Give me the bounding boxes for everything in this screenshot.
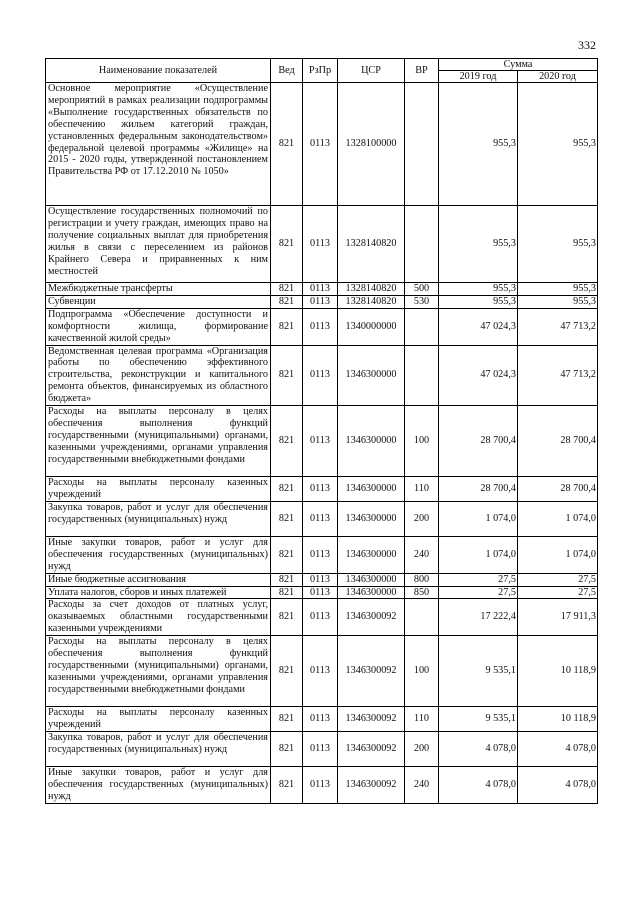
row-ved: 821 bbox=[271, 206, 303, 283]
row-vr: 500 bbox=[405, 283, 439, 296]
page-number: 332 bbox=[578, 38, 596, 52]
row-ved: 821 bbox=[271, 766, 303, 803]
table-row bbox=[46, 406, 598, 477]
row-vr bbox=[405, 83, 439, 206]
row-name: Основное мероприятие «Осуществление мероприятий в рамках реализации подпрограммы «Выполнение государственных обязательств по обеспечению жильем категорий граждан, установленных федеральным законодательством» федеральной целевой программы «Жилище» на 2015 - 2020 годы, утвержденной постановлением Правительства РФ от 17.12.2010 № 1050» bbox=[46, 83, 271, 206]
row-csr: 1346300000 bbox=[338, 536, 405, 573]
row-vr bbox=[405, 345, 439, 406]
row-ved: 821 bbox=[271, 636, 303, 707]
row-ved: 821 bbox=[271, 731, 303, 766]
row-csr: 1346300092 bbox=[338, 707, 405, 732]
row-ved: 821 bbox=[271, 83, 303, 206]
table-row bbox=[46, 586, 598, 599]
row-name: Расходы на выплаты персоналу казенных учреждений bbox=[46, 477, 271, 502]
row-rzpr: 0113 bbox=[303, 766, 338, 803]
row-2019: 9 535,1 bbox=[439, 636, 518, 707]
row-2019: 955,3 bbox=[439, 206, 518, 283]
header-2019: 2019 год bbox=[439, 71, 518, 83]
table-row bbox=[46, 83, 598, 206]
row-vr: 530 bbox=[405, 295, 439, 308]
row-ved: 821 bbox=[271, 586, 303, 599]
row-vr: 240 bbox=[405, 766, 439, 803]
header-vr: ВР bbox=[405, 59, 439, 83]
row-name: Расходы на выплаты персоналу казенных учреждений bbox=[46, 707, 271, 732]
row-csr: 1328140820 bbox=[338, 206, 405, 283]
row-2020: 28 700,4 bbox=[518, 406, 598, 477]
row-ved: 821 bbox=[271, 501, 303, 536]
row-2020: 955,3 bbox=[518, 283, 598, 296]
table-row bbox=[46, 283, 598, 296]
row-ved: 821 bbox=[271, 283, 303, 296]
row-rzpr: 0113 bbox=[303, 477, 338, 502]
row-2020: 47 713,2 bbox=[518, 308, 598, 345]
table-body bbox=[46, 83, 598, 804]
table-row bbox=[46, 636, 598, 707]
row-2019: 28 700,4 bbox=[439, 477, 518, 502]
row-name: Подпрограмма «Обеспечение доступности и комфортности жилища, формирование качественной жилой среды» bbox=[46, 308, 271, 345]
table-row bbox=[46, 206, 598, 283]
row-2019: 9 535,1 bbox=[439, 707, 518, 732]
row-csr: 1346300000 bbox=[338, 586, 405, 599]
budget-table bbox=[45, 58, 598, 804]
row-ved: 821 bbox=[271, 707, 303, 732]
row-rzpr: 0113 bbox=[303, 536, 338, 573]
row-csr: 1340000000 bbox=[338, 308, 405, 345]
row-2020: 4 078,0 bbox=[518, 766, 598, 803]
row-2020: 955,3 bbox=[518, 206, 598, 283]
row-name: Иные закупки товаров, работ и услуг для обеспечения государственных (муниципальных) нужд bbox=[46, 536, 271, 573]
row-vr: 100 bbox=[405, 406, 439, 477]
table-row bbox=[46, 295, 598, 308]
row-rzpr: 0113 bbox=[303, 707, 338, 732]
row-2019: 4 078,0 bbox=[439, 731, 518, 766]
row-rzpr: 0113 bbox=[303, 731, 338, 766]
row-2019: 1 074,0 bbox=[439, 536, 518, 573]
row-vr bbox=[405, 308, 439, 345]
header-2020: 2020 год bbox=[518, 71, 598, 83]
header-name: Наименование показателей bbox=[46, 59, 271, 83]
row-rzpr: 0113 bbox=[303, 636, 338, 707]
row-2019: 4 078,0 bbox=[439, 766, 518, 803]
row-ved: 821 bbox=[271, 345, 303, 406]
row-2019: 17 222,4 bbox=[439, 599, 518, 636]
row-name: Межбюджетные трансферты bbox=[46, 283, 271, 296]
row-rzpr: 0113 bbox=[303, 83, 338, 206]
row-rzpr: 0113 bbox=[303, 345, 338, 406]
table-row bbox=[46, 766, 598, 803]
row-vr: 200 bbox=[405, 501, 439, 536]
row-vr bbox=[405, 599, 439, 636]
row-csr: 1346300000 bbox=[338, 406, 405, 477]
row-rzpr: 0113 bbox=[303, 573, 338, 586]
row-2019: 955,3 bbox=[439, 83, 518, 206]
row-rzpr: 0113 bbox=[303, 586, 338, 599]
row-csr: 1346300000 bbox=[338, 345, 405, 406]
row-csr: 1346300092 bbox=[338, 766, 405, 803]
table-row bbox=[46, 345, 598, 406]
row-2019: 27,5 bbox=[439, 573, 518, 586]
row-csr: 1346300092 bbox=[338, 731, 405, 766]
row-name: Осуществление государственных полномочий по регистрации и учету граждан, имеющих право на получение социальных выплат для приобретения жилья в связи с переселением из районов Крайнего Севера и приравненных к ним местностей bbox=[46, 206, 271, 283]
row-ved: 821 bbox=[271, 477, 303, 502]
row-vr bbox=[405, 206, 439, 283]
row-rzpr: 0113 bbox=[303, 206, 338, 283]
row-name: Расходы на выплаты персоналу в целях обеспечения выполнения функций государственными (муниципальными) органами, казенными учреждениями, органами управления государственными внебюджетными фондами bbox=[46, 636, 271, 707]
row-csr: 1328140820 bbox=[338, 283, 405, 296]
header-ved: Вед bbox=[271, 59, 303, 83]
row-rzpr: 0113 bbox=[303, 295, 338, 308]
row-csr: 1328140820 bbox=[338, 295, 405, 308]
row-ved: 821 bbox=[271, 536, 303, 573]
row-2019: 1 074,0 bbox=[439, 501, 518, 536]
row-2020: 27,5 bbox=[518, 573, 598, 586]
row-2019: 27,5 bbox=[439, 586, 518, 599]
row-rzpr: 0113 bbox=[303, 308, 338, 345]
row-ved: 821 bbox=[271, 308, 303, 345]
header-csr: ЦСР bbox=[338, 59, 405, 83]
header-sum: Сумма bbox=[439, 59, 598, 71]
row-csr: 1346300000 bbox=[338, 477, 405, 502]
row-name: Расходы за счет доходов от платных услуг, оказываемых областными государственными казенными учреждениями bbox=[46, 599, 271, 636]
row-csr: 1346300092 bbox=[338, 636, 405, 707]
table-row bbox=[46, 501, 598, 536]
row-rzpr: 0113 bbox=[303, 406, 338, 477]
row-2020: 955,3 bbox=[518, 295, 598, 308]
row-2019: 955,3 bbox=[439, 295, 518, 308]
row-2019: 47 024,3 bbox=[439, 308, 518, 345]
row-2020: 955,3 bbox=[518, 83, 598, 206]
row-name: Иные закупки товаров, работ и услуг для обеспечения государственных (муниципальных) нужд bbox=[46, 766, 271, 803]
row-csr: 1346300000 bbox=[338, 573, 405, 586]
row-2020: 28 700,4 bbox=[518, 477, 598, 502]
row-name: Расходы на выплаты персоналу в целях обеспечения выполнения функций государственными (муниципальными) органами, казенными учреждениями, органами управления государственными внебюджетными фондами bbox=[46, 406, 271, 477]
header-rzpr: РзПр bbox=[303, 59, 338, 83]
row-vr: 850 bbox=[405, 586, 439, 599]
table-row bbox=[46, 477, 598, 502]
row-csr: 1346300000 bbox=[338, 501, 405, 536]
row-name: Уплата налогов, сборов и иных платежей bbox=[46, 586, 271, 599]
row-rzpr: 0113 bbox=[303, 599, 338, 636]
row-vr: 100 bbox=[405, 636, 439, 707]
row-csr: 1346300092 bbox=[338, 599, 405, 636]
table-row bbox=[46, 573, 598, 586]
row-rzpr: 0113 bbox=[303, 501, 338, 536]
row-2020: 1 074,0 bbox=[518, 536, 598, 573]
row-2020: 4 078,0 bbox=[518, 731, 598, 766]
row-ved: 821 bbox=[271, 406, 303, 477]
row-name: Ведомственная целевая программа «Организация работы по обеспечению эффективного строительства, реконструкции и капитального ремонта объектов, финансируемых из областного бюджета» bbox=[46, 345, 271, 406]
row-vr: 800 bbox=[405, 573, 439, 586]
row-name: Закупка товаров, работ и услуг для обеспечения государственных (муниципальных) нужд bbox=[46, 501, 271, 536]
row-2020: 27,5 bbox=[518, 586, 598, 599]
table-row bbox=[46, 536, 598, 573]
table-row bbox=[46, 308, 598, 345]
row-ved: 821 bbox=[271, 599, 303, 636]
row-2020: 10 118,9 bbox=[518, 636, 598, 707]
row-name: Закупка товаров, работ и услуг для обеспечения государственных (муниципальных) нужд bbox=[46, 731, 271, 766]
row-name: Иные бюджетные ассигнования bbox=[46, 573, 271, 586]
row-2020: 47 713,2 bbox=[518, 345, 598, 406]
row-vr: 200 bbox=[405, 731, 439, 766]
row-vr: 240 bbox=[405, 536, 439, 573]
row-2020: 10 118,9 bbox=[518, 707, 598, 732]
row-vr: 110 bbox=[405, 707, 439, 732]
row-2020: 17 911,3 bbox=[518, 599, 598, 636]
row-name: Субвенции bbox=[46, 295, 271, 308]
row-ved: 821 bbox=[271, 573, 303, 586]
table-row bbox=[46, 707, 598, 732]
row-2019: 955,3 bbox=[439, 283, 518, 296]
row-2019: 28 700,4 bbox=[439, 406, 518, 477]
row-ved: 821 bbox=[271, 295, 303, 308]
table-row bbox=[46, 731, 598, 766]
row-2020: 1 074,0 bbox=[518, 501, 598, 536]
table-row bbox=[46, 599, 598, 636]
row-rzpr: 0113 bbox=[303, 283, 338, 296]
row-csr: 1328100000 bbox=[338, 83, 405, 206]
row-vr: 110 bbox=[405, 477, 439, 502]
row-2019: 47 024,3 bbox=[439, 345, 518, 406]
